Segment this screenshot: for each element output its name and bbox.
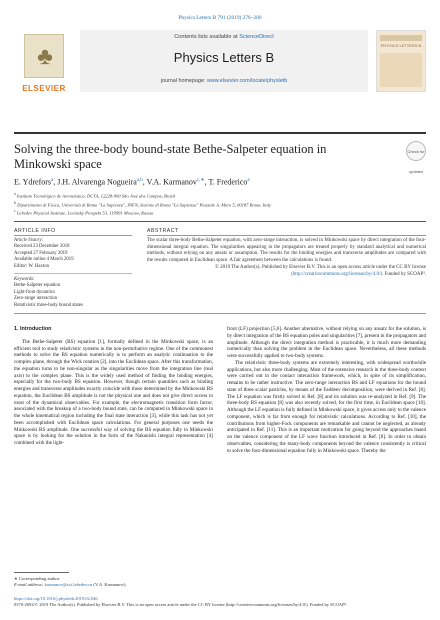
article-info-heading: ARTICLE INFO [14, 228, 56, 234]
affiliation-rule [14, 221, 426, 222]
copyright-line: © 2019 The Author(s). Published by Elsevier B.V. This is an open access article under the CC BY license (http://creativecommons.org/licenses/by/4.0/). Funded by SCOAP³. [215, 265, 426, 277]
keyword: Zero-range interaction [14, 296, 58, 302]
keyword: Bethe-Salpeter equation [14, 283, 61, 289]
corresponding-author-note: ∗ Corresponding author. [14, 576, 61, 581]
affiliation: $^b$ Dipartimento di Fisica, Università di Roma "La Sapienza", INFN, Sezione di Roma "La Sapienza" Piazzale A. Moro 5, 00187 Roma, Italy [14, 200, 272, 208]
journal-homepage-link[interactable]: www.elsevier.com/locate/physletb [206, 78, 288, 84]
abstract-text: The scalar three-body Bethe-Salpeter equation, with zero-range interaction, is solved in Minkowski space by direct integration of the four-dimensional integral equation. The singularities appearing in the propagators are treated properly by standard analytical and numerical methods, without relying on any ansatz or assumption. The results for the binding energies and transverse amplitudes are compared with the results computed in Euclidean space. A fair agreement between the calculations is found. [147, 238, 426, 263]
paragraph: The Bethe-Salpeter (BS) equation [1], formally defined in the Minkowski space, is an efficient tool to study relativistic systems in the non-perturbative regime. One of the commonest methods to solve the BS equation numerically is to perform an analytic continuation to the complex plane, through the Wick rotation [2], into the Euclidean space. After this transformation, the equation turns to be non-singular as the singularities move from the integration line (real axis) to the complex plane. This is the widely used method of finding the binding energies, especially for the two-body BS equation. However, though certain quantities such as binding energies and transverse amplitudes exactly coincide with those determined by the Minkowski BS equation, the Euclidean BS amplitude is not the physical one and does not give direct access to most of the dynamical observables. For example, the electromagnetic transition form factor, associated with the breakup of a two-body bound state, can be computed in Minkowski space in the whole kinematical region including the final state interaction [3], while this task has not yet been accomplished with Euclidean space calculations. For general purposes one needs the Minkowski BS amplitude. One successful way of solving the BS equation fully in Minkowski space is by looking for the solution in the form of the Nakanishi integral representation [4] combined with the light- [14, 338, 213, 446]
footnote-rule [14, 572, 69, 573]
cover-title: PHYSICS LETTERS B [380, 43, 422, 48]
journal-homepage: journal homepage: www.elsevier.com/locate/physletb [160, 78, 288, 84]
paragraph: front (LF) projection [5,6]. Another alternative, without relying on any ansatz for the solution, is by direct integration of the BS equation poles and singularities [7], present in the propagators and amplitude. Although the direct integration method is practicable, it is much more demanding numerically than solving the problem in the Euclidean space. Nevertheless, all these methods were successfully applied to two-body systems. [227, 326, 426, 359]
sciencedirect-link[interactable]: ScienceDirect [239, 34, 274, 40]
abstract [147, 238, 426, 279]
publisher-name: ELSEVIER [22, 84, 66, 93]
body-left-column [14, 326, 213, 447]
journal-reference[interactable]: Physics Letters B 791 (2019) 276–280 [178, 15, 262, 21]
email-note: E-mail address: karmanov@sci.lebedev.ru (V.A. Karmanov). [14, 582, 127, 588]
article-title: Solving the three-body bound-state Bethe-Salpeter equation in Minkowski space [14, 142, 327, 171]
body-right-column [227, 326, 426, 454]
affiliation: $^c$ Lebedev Physical Institute, Leninsky Prospekt 53, 119991 Moscow, Russia [14, 209, 154, 216]
author-name[interactable]: V.A. Karmanov [146, 177, 197, 187]
tree-emblem-icon: ♣ [24, 34, 64, 78]
body-rule [14, 313, 426, 314]
online-date: Available online 4 March 2019 [14, 257, 74, 263]
journal-title: Physics Letters B [173, 50, 275, 65]
author-name[interactable]: T. Frederico [208, 177, 248, 187]
keywords-label: Keywords: [14, 277, 35, 283]
accepted-date: Accepted 27 February 2019 [14, 250, 68, 256]
journal-cover [376, 30, 426, 92]
license-link[interactable]: (http://creativecommons.org/licenses/by/4.0/) [291, 271, 383, 277]
paragraph: The relativistic three-body systems are extremely interesting, with widespread worthwhile applications, but also more challenging. Most of the extensive research in the three-body context were carried out in the contact interaction framework, which, in spite of its simplification, remains to be rather instructive. The zero-range interaction BS and LF equations for the bound state of three scalar particles, by means of the Faddeev decomposition, were derived in Ref. [8]. The LF equation was firstly solved in Ref. [8] and its solution was re-analyzed in Ref. [9]. The three-body BS equation [8] was also recently solved, for the first time, in Euclidean space [10]. Although the LF equation is fully defined in Minkowski space, it gives access only to the valence component, which is far from enough for relativistic calculations. According to Ref. [10], the contributions from higher-Fock components are remarkable and cannot be neglected, as already anticipated in Ref. [11]. This is an important motivation for going beyond the approaches based on the valence component of the LF wave function introduced in Ref. [8]. In order to obtain observables, considering the many-body components beyond the valence consistently is critical to solve the four-dimensional equation fully in Minkowski space. Thereby the [227, 359, 426, 454]
issn-line: 0370-2693/© 2019 The Author(s). Published by Elsevier B.V. This is an open access article under the CC BY license (http://creativecommons.org/licenses/by/4.0/). Funded by SCOAP³. [14, 602, 348, 607]
article-info [14, 238, 132, 309]
header-rule [14, 132, 426, 134]
email-link[interactable]: karmanov@sci.lebedev.ru [44, 582, 93, 588]
affiliation: $^a$ Instituto Tecnológico de Aeronáutica, DCTA, 12228-900 São José dos Campos, Brazil [14, 192, 176, 199]
affiliations [14, 191, 426, 217]
keyword: Light-front dynamics [14, 289, 55, 295]
history-label: Article history: [14, 238, 44, 243]
author-name[interactable]: E. Ydrefors [14, 177, 52, 187]
publication-meta [14, 596, 426, 608]
author-name[interactable]: J.H. Alvarenga Nogueira [57, 177, 137, 187]
contents-line: Contents lists available at ScienceDirect [174, 34, 274, 40]
article-info-rule [14, 235, 132, 236]
check-for-updates-badge[interactable]: Check for updates [406, 141, 426, 161]
received-date: Received 23 December 2018 [14, 244, 70, 250]
footnotes [14, 576, 213, 588]
section-heading: 1. Introduction [14, 326, 52, 332]
abstract-rule [147, 235, 426, 236]
abstract-heading: ABSTRACT [147, 228, 179, 234]
author-list: E. Ydrefors$^a$, J.H. Alvarenga Nogueira$^{a,b}$, V.A. Karmanov$^{c,∗}$, T. Frederico$^a$ [14, 177, 250, 187]
journal-banner [80, 30, 368, 92]
keyword: Relativistic three-body bound states [14, 302, 83, 308]
doi-link[interactable]: https://doi.org/10.1016/j.physletb.2019.02.046 [14, 596, 98, 601]
journal-header [14, 24, 426, 96]
elsevier-logo [14, 34, 74, 94]
editor: Editor: W. Haxton [14, 263, 50, 269]
